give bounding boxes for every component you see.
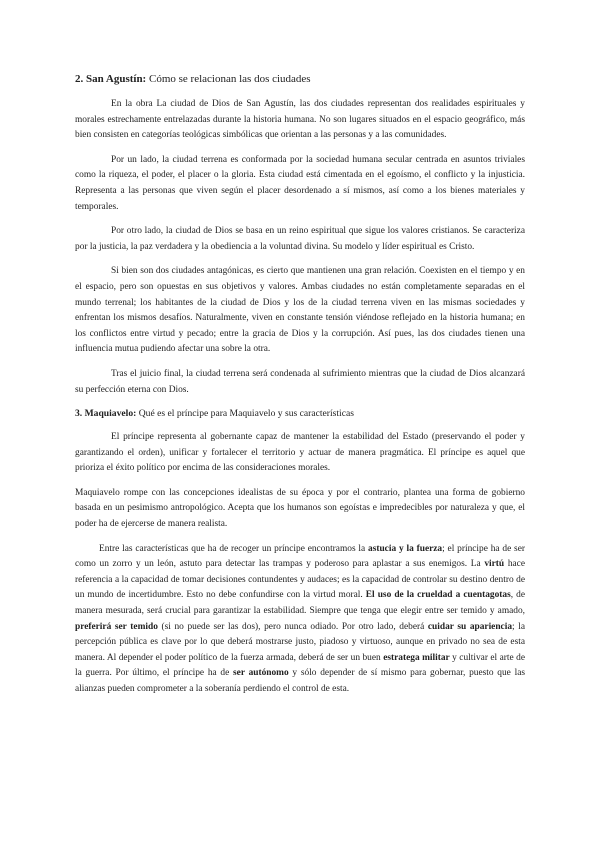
- p3-text-3: hace referencia a la capacidad de tomar decisiones contundentes y audaces; es la capacidad de controlar su destino dentro de un mundo de incertidumbre. Esto no debe confundirse con la virtud moral.: [75, 559, 525, 601]
- section-2-paragraph-5: Tras el juicio final, la ciudad terrena será condenada al sufrimiento mientras que la ciudad de Dios alcanzará su perfección eterna con Dios.: [75, 368, 525, 395]
- section-3-paragraph-2: Maquiavelo rompe con las concepciones idealistas de su época y por el contrario, plantea una forma de gobierno basada en un pesimismo antropológico. Acepta que los humanos son egoístas e impredecibles por naturaleza y que, el poder ha de ejercerse de manera realista.: [75, 487, 525, 530]
- section-2-paragraph-4: Si bien son dos ciudades antagónicas, es cierto que mantienen una gran relación. Coexisten en el tiempo y en el espacio, pero son opuestas en sus objetivos y valores. Ambas ciudades no están completamente separadas en el mundo terrenal; los habitantes de la ciudad de Dios y los de la ciudad terrena viven en las mismas sociedades y enfrentan los mismos desafíos. Naturalmente, viven en constante tensión viéndose reflejado en la historia humana; en los conflictos entre virtud y pecado; entre la gracia de Dios y la corrupción. Así pues, las dos ciudades tienen una influencia mutua pudiendo afectar una sobre la otra.: [75, 266, 525, 355]
- section-2-lead: San Agustín:: [86, 73, 147, 85]
- p3-bold-temido: preferirá ser temido: [75, 621, 158, 632]
- section-3-heading: [75, 407, 525, 421]
- p3-text-8: y sólo depender de sí mismo para gobernar, puesto que las alianzas pueden comprometer a la soberanía perdiendo el control de esta.: [75, 668, 525, 694]
- p3-text-7: y cultivar el arte de la guerra. Por último, el príncipe ha de: [75, 652, 525, 679]
- p3-text-4: , de manera mesurada, será crucial para garantizar la estabilidad. Siempre que tenga que elegir entre ser temido y amado,: [75, 590, 525, 617]
- section-3-lead: Maquiavelo:: [84, 408, 137, 420]
- p3-text-2: ; el príncipe ha de ser como un zorro y un león, astuto para detectar las trampas y poderoso para aplastar a sus enemigos. La: [75, 543, 525, 570]
- section-3-paragraph-3: [75, 542, 525, 698]
- section-2-title: Cómo se relacionan las dos ciudades: [148, 73, 311, 85]
- p3-text-5: (si no puede ser las dos), pero nunca odiado. Por otro lado, deberá: [157, 621, 428, 632]
- p3-bold-virtu: virtú: [484, 559, 505, 570]
- section-2-heading: [75, 72, 525, 87]
- section-2-paragraph-2: Por un lado, la ciudad terrena es conformada por la sociedad humana secular centrada en asuntos triviales como la riqueza, el poder, el placer o la gloria. Esta ciudad está cimentada en el egoísmo, el conflicto y la injusticia. Representa a las personas que viven según el placer desordenado a sí mismos, así como a los bienes materiales y temporales.: [75, 154, 525, 212]
- p3-bold-estratega: estratega militar: [383, 652, 450, 663]
- p3-bold-astucia: astucia y la fuerza: [368, 543, 443, 554]
- p3-bold-autonomo: ser autónomo: [233, 668, 289, 679]
- section-2-paragraph-3: Por otro lado, la ciudad de Dios se basa en un reino espiritual que sigue los valores cristianos. Se caracteriza por la justicia, la paz verdadera y la obediencia a la voluntad divina. Su modelo y líder espiritual es Cristo.: [75, 226, 525, 252]
- section-2-paragraph-1: En la obra La ciudad de Dios de San Agustín, las dos ciudades representan dos realidades espirituales y morales estrechamente entrelazadas durante la historia humana. No son lugares situados en el espacio geográfico, más bien consisten en categorías teológicas simbólicas que orientan a las personas y a las comunidades.: [75, 99, 525, 141]
- section-3-number: 3.: [75, 408, 83, 420]
- section-3-title: Qué es el príncipe para Maquiavelo y sus características: [138, 408, 354, 420]
- p3-text-1: Entre las características que ha de recoger un príncipe encontramos la: [99, 543, 369, 554]
- p3-bold-apariencia: cuidar su apariencia: [427, 621, 513, 632]
- section-3-paragraph-1: El príncipe representa al gobernante capaz de mantener la estabilidad del Estado (preservando el poder y garantizando el orden), unificar y fortalecer el territorio y actuar de manera pragmática. El príncipe es aquel que prioriza el éxito político por encima de las consideraciones morales.: [75, 432, 525, 474]
- p3-text-6: ; la percepción pública es clave por lo que deberá mostrarse justo, piadoso y virtuoso, aunque en privado no sea de esta manera. Al depender el poder político de la fuerza armada, deberá de ser un buen: [75, 621, 525, 663]
- document-content: [75, 72, 525, 707]
- p3-bold-crueldad: El uso de la crueldad a cuentagotas: [365, 590, 511, 601]
- section-2-number: 2.: [75, 73, 84, 85]
